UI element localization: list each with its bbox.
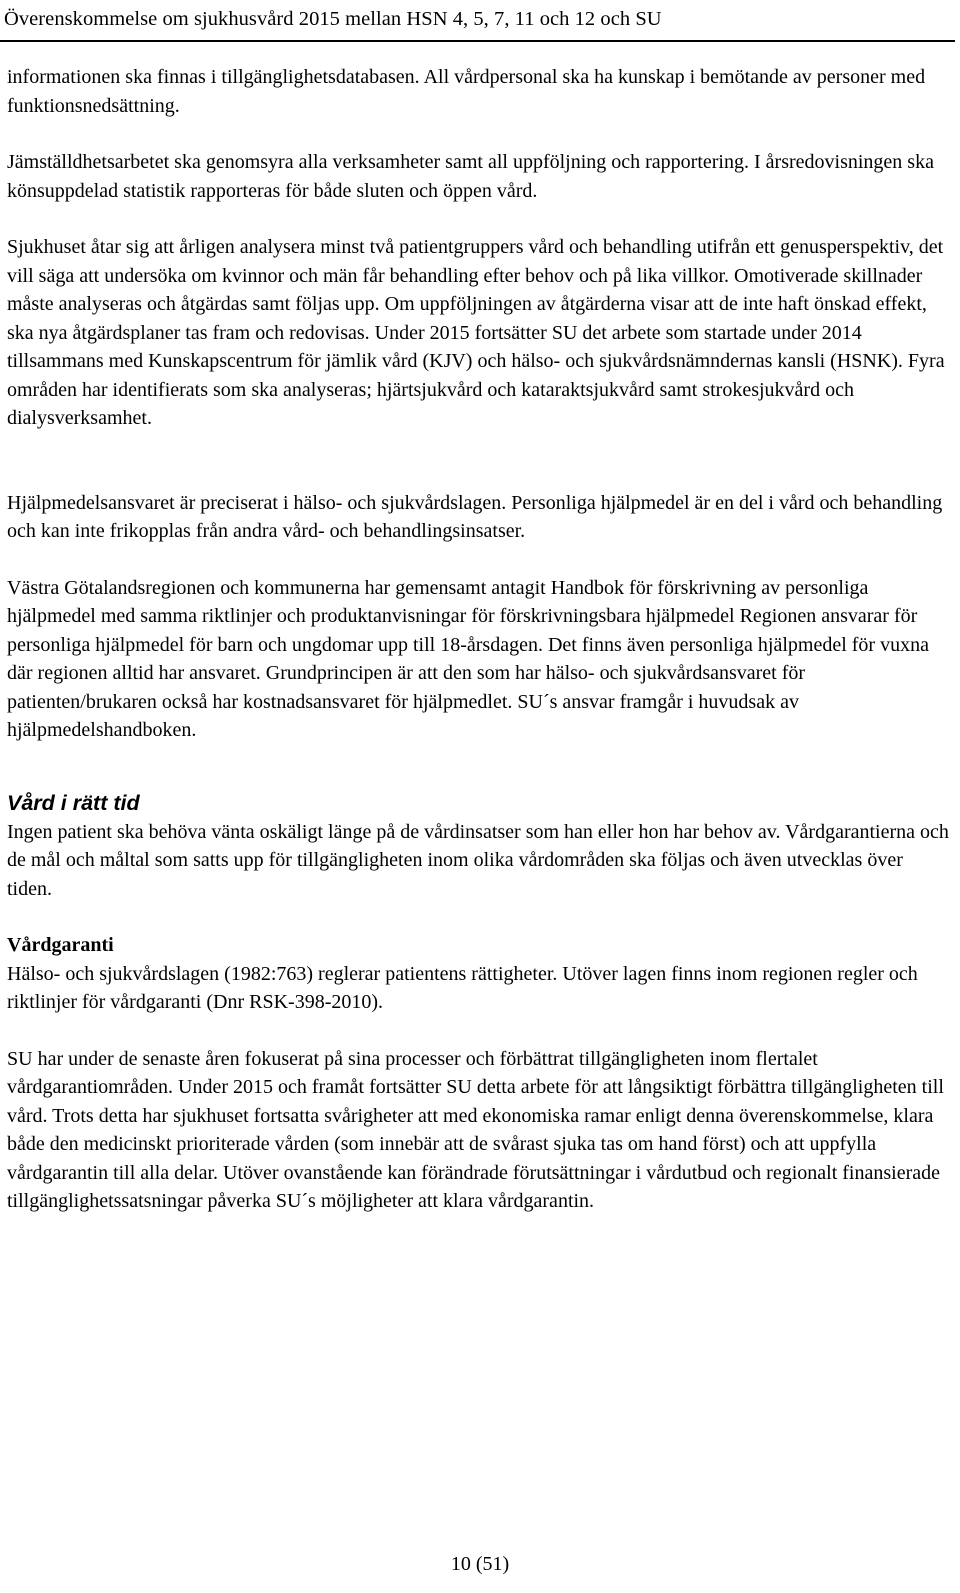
paragraph-aids-handbook: Västra Götalandsregionen och kommunerna har gemensamt antagit Handbok för förskrivning av personliga hjälpmedel med samma riktlinjer och produktanvisningar för förskrivningsbara hjälpmedel Regionen ansvarar för personliga hjälpmedel för barn och ungdomar upp till 18-årsdagen. Det finns även personliga hjälpmedel för vuxna där regionen alltid har ansvaret. Grundprincipen är att den som har hälso- och sjukvårdsansvaret för patienten/brukaren också har kostnadsansvaret för hjälpmedlet. SU´s ansvar framgår i huvudsak av hjälpmedelshandboken. <box>7 576 929 741</box>
running-header: Överenskommelse om sjukhusvård 2015 mellan HSN 4, 5, 7, 11 och 12 och SU <box>4 8 662 30</box>
document-body <box>7 63 952 1216</box>
paragraph-care-guarantee-work: SU har under de senaste åren fokuserat på sina processer och förbättrat tillgängligheten inom flertalet vårdgarantiområden. Under 2015 och framåt fortsätter SU detta arbete för att långsiktigt förbättra tillgängligheten till vård. Trots detta har sjukhuset fortsatta svårigheter att med ekonomiska ramar enligt denna överenskommelse, klara både den medicinskt prioriterade vården (som innebär att de svårast sjuka tas om hand först) och att uppfylla vårdgarantin till alla delar. Utöver ovanstående kan förändrade förutsättningar i vårdutbud och regionalt finansierade tillgänglighetssatsningar påverka SU´s möjligheter att klara vårdgarantin. <box>7 1047 944 1212</box>
subsection-heading: Vårdgaranti <box>7 934 114 956</box>
header-divider <box>0 40 955 42</box>
page-number: 10 (51) <box>450 1553 510 1575</box>
paragraph-section-intro: Ingen patient ska behöva vänta oskäligt länge på de vårdinsatser som han eller hon har behov av. Vårdgarantierna och de mål och måltal som satts upp för tillgängligheten inom olika vårdområden ska följas och även utvecklas över tiden. <box>7 820 949 900</box>
paragraph-care-guarantee-law: Hälso- och sjukvårdslagen (1982:763) reglerar patientens rättigheter. Utöver lagen finns inom regionen regler och riktlinjer för vårdgaranti (Dnr RSK-398-2010). <box>7 962 918 1013</box>
paragraph-accessibility: informationen ska finnas i tillgänglighetsdatabasen. All vårdpersonal ska ha kunskap i bemötande av personer med funktionsnedsättning. <box>7 66 926 117</box>
section-heading: Vård i rätt tid <box>7 790 140 815</box>
paragraph-gender-analysis: Sjukhuset åtar sig att årligen analysera minst två patientgruppers vård och behandling utifrån ett genusperspektiv, det vill säga att undersöka om kvinnor och män får behandling efter behov och på lika villkor. Omotiverade skillnader måste analyseras och åtgärdas samt följas upp. Om uppföljningen av åtgärderna visar att de inte haft önskad effekt, ska nya åtgärdsplaner tas fram och redovisas. Under 2015 fortsätter SU det arbete som startade under 2014 tillsammans med Kunskapscentrum för jämlik vård (KJV) och hälso- och sjukvårdsnämndernas kansli (HSNK). Fyra områden har identifierats som ska analyseras; hjärtsjukvård och kataraktsjukvård samt strokesjukvård och dialysverksamhet. <box>7 236 945 429</box>
paragraph-aids-responsibility: Hjälpmedelsansvaret är preciserat i hälso- och sjukvårdslagen. Personliga hjälpmedel är en del i vård och behandling och kan inte frikopplas från andra vård- och behandlingsinsatser. <box>7 491 943 542</box>
paragraph-gender-equality: Jämställdhetsarbetet ska genomsyra alla verksamheter samt all uppföljning och rapportering. I årsredovisningen ska könsuppdelad statistik rapporteras för både sluten och öppen vård. <box>7 151 934 202</box>
